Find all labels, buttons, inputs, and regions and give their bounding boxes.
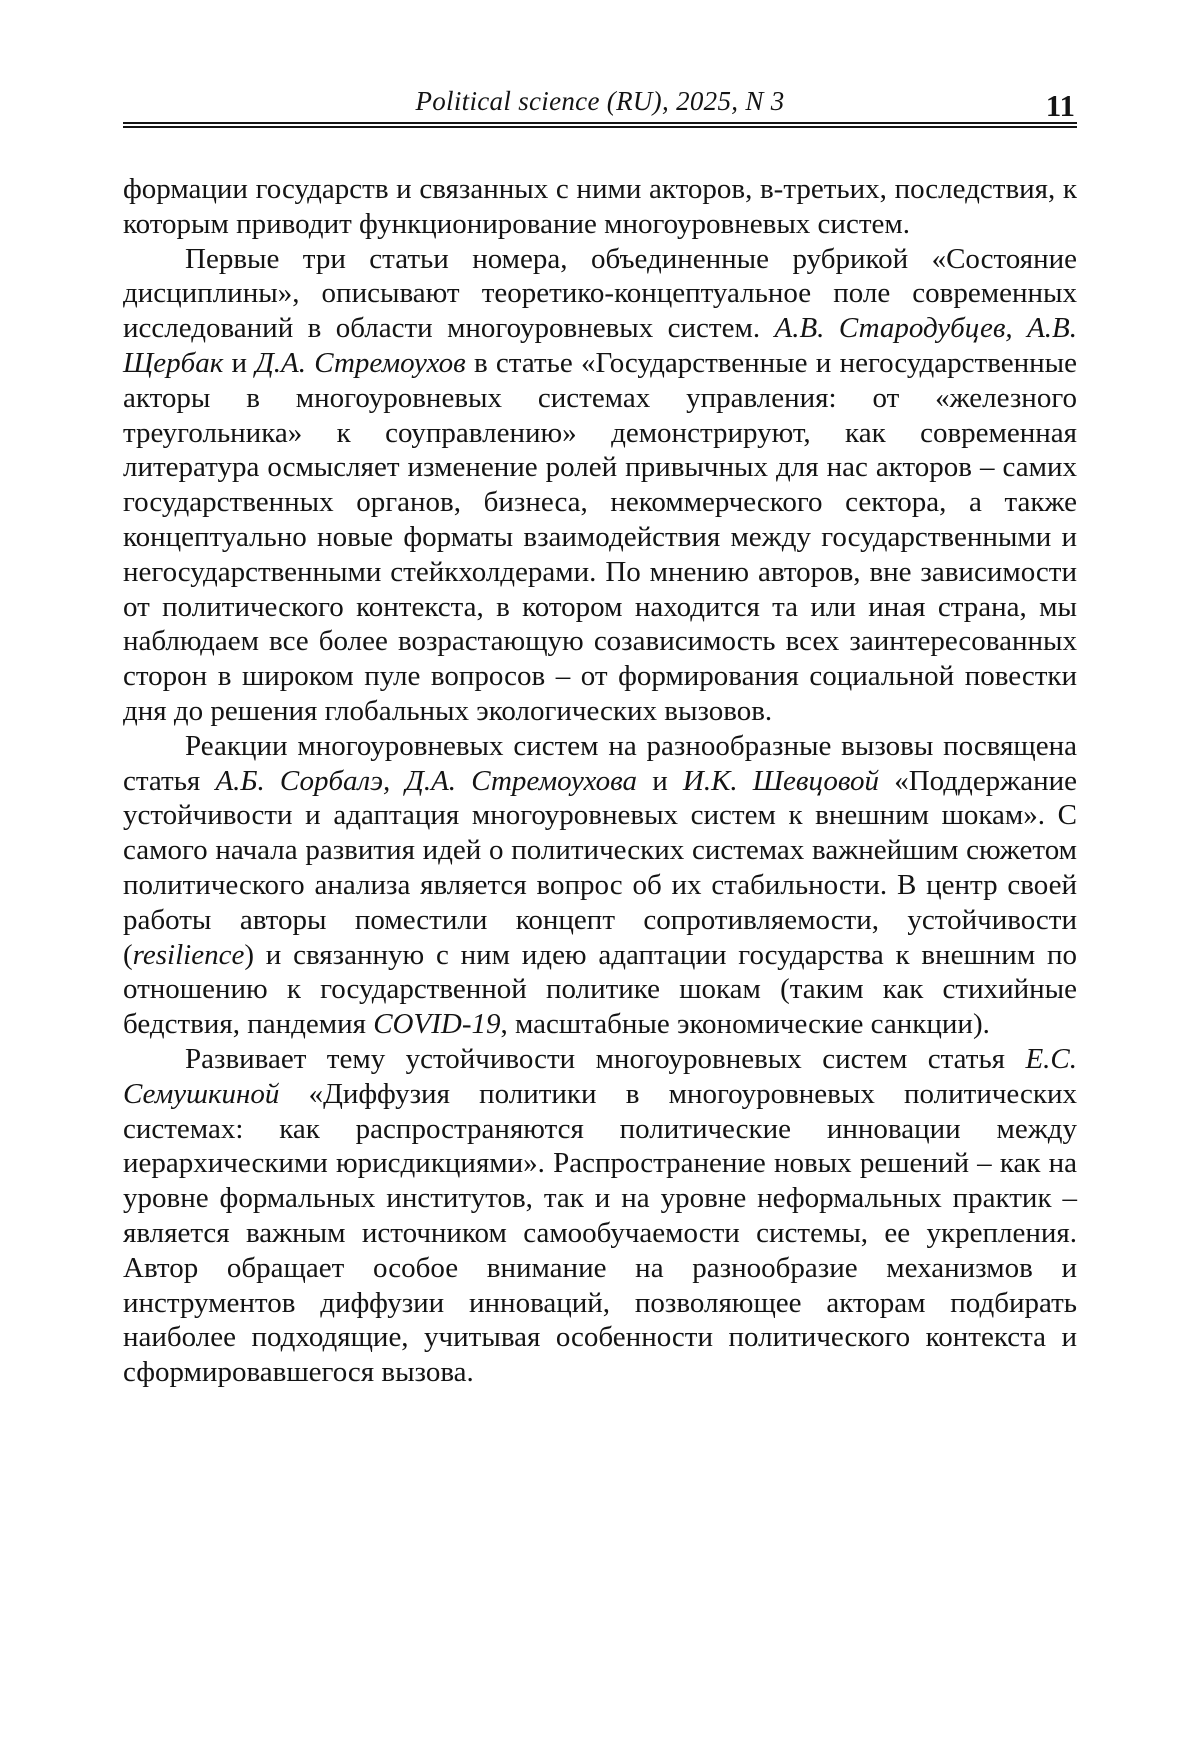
italic-text-run: И.К. Шевцовой (682, 764, 880, 797)
italic-text-run: Е.С. Семушкиной (123, 1042, 1077, 1110)
text-run: , масштабные экономические санкции). (500, 1008, 990, 1041)
article-body (123, 172, 1077, 1390)
text-run: формации государств и связанных с ними акторов, в-третьих, последствия, к которым приводит функционирование многоуровневых систем. (123, 173, 1077, 240)
text-run: в статье «Государственные и негосударственные акторы в многоуровневых системах управления: от «железного треугольника» к соуправлению» демонстрируют, как современная литература осмысляет изменение ролей привычных для нас акторов – самих государственных органов, бизнеса, некоммерческого сектора, а также концептуально новые форматы взаимодействия между государственными и негосударственными стейкхолдерами. По мнению авторов, вне зависимости от политического контекста, в котором находится та или иная страна, мы наблюдаем все более возрастающую созависимость всех заинтересованных сторон в широком пуле вопросов – от формирования социальной повестки дня до решения глобальных экологических вызовов. (123, 346, 1077, 727)
italic-text-run: resilience (132, 938, 245, 971)
paragraph (123, 172, 1077, 242)
text-run: «Диффузия политики в многоуровневых политических системах: как распространяются политические инновации между иерархическими юрисдикциями». Распространение новых решений – как на уровне формальных институтов, так и на уровне неформальных практик – является важным источником самообучаемости системы, ее укрепления. Автор обращает особое внимание на разнообразие механизмов и инструментов диффузии инноваций, позволяющее акторам подбирать наиболее подходящие, учитывая особенности политического контекста и сформировавшегося вызова. (123, 1077, 1077, 1389)
text-run: Реакции многоуровневых систем на разнообразные вызовы посвящена статья (123, 729, 1077, 797)
italic-text-run: А.Б. Сорбалэ, Д.А. Стремоухова (215, 764, 638, 797)
paragraph (123, 1042, 1077, 1390)
text-run: и (637, 764, 683, 797)
running-header (123, 0, 1077, 128)
page-number: 11 (1045, 88, 1075, 123)
header-line (123, 84, 1077, 123)
header-rule (123, 122, 1077, 128)
text-run: Развивает тему устойчивости многоуровневых систем статья (185, 1042, 1026, 1075)
paragraph (123, 242, 1077, 729)
text-run: и (223, 346, 256, 379)
journal-title: Political science (RU), 2025, N 3 (415, 86, 785, 116)
italic-text-run: Д.А. Стремоухов (255, 346, 466, 379)
text-run: «Поддержание устойчивости и адаптация многоуровневых систем к внешним шокам». С самого начала развития идей о политических системах важнейшим сюжетом политического анализа является вопрос об их стабильности. В центр своей работы авторы поместили концепт сопротивляемости, устойчивости ( (123, 764, 1078, 971)
italic-text-run: А.В. Стародубцев, А.В. Щербак (123, 312, 1077, 379)
text-run: ) и связанную с ним идею адаптации государства к внешним по отношению к государственной политике шокам (таким как стихийные бедствия, пандемия (123, 938, 1077, 1041)
italic-text-run: COVID-19 (373, 1008, 501, 1041)
text-run: Первые три статьи номера, объединенные рубрикой «Состояние дисциплины», описывают теоретико-концептуальное поле современных исследований в области многоуровневых систем. (123, 242, 1077, 345)
paragraph (123, 729, 1077, 1042)
